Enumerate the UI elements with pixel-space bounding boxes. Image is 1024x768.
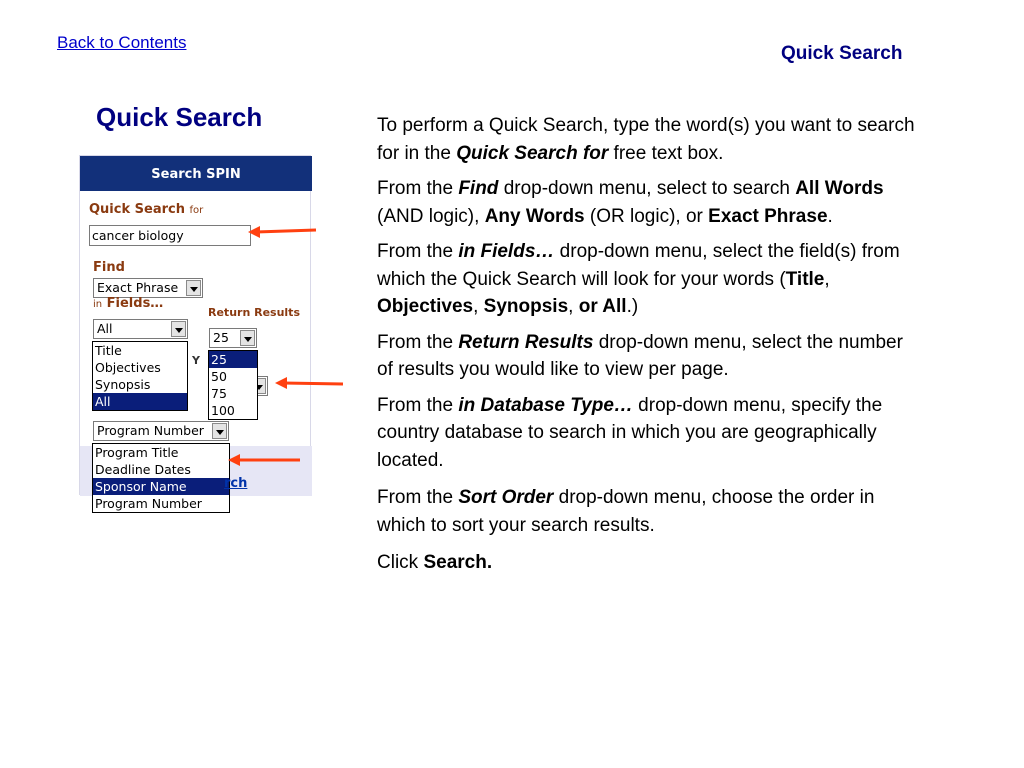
sort-order-dropdown[interactable] [93, 421, 229, 441]
instruction-quick-search [377, 112, 922, 167]
instruction-return-results [377, 329, 922, 384]
database-type-label-partial: Y [192, 354, 200, 367]
in-fields-options-list [92, 341, 188, 411]
instruction-text: , [824, 268, 830, 290]
instruction-bold: Objectives [377, 296, 474, 317]
instruction-text: From the [377, 241, 459, 262]
sort-order-option[interactable]: Program Title [95, 445, 179, 460]
instruction-database-type [377, 392, 922, 475]
instruction-in-fields [377, 238, 922, 321]
instruction-text: From the [377, 178, 459, 199]
page-title: Quick Search [96, 102, 263, 132]
instruction-text: drop-down menu, select to search [498, 178, 796, 199]
instruction-sort-order [377, 484, 922, 539]
sort-order-option[interactable]: Program Number [95, 496, 202, 511]
quick-search-for-text: for [189, 205, 204, 216]
in-fields-label-text: Fields… [106, 296, 164, 311]
find-dropdown-value: Exact Phrase [97, 280, 179, 295]
instruction-text: , [473, 296, 484, 317]
instruction-text: drop-down menu, specify the country database to search in which you are geographically located. [377, 394, 883, 471]
instruction-bold: Search. [423, 552, 493, 573]
in-fields-option[interactable]: Title [95, 343, 122, 358]
instruction-emphasis: in Fields… [458, 241, 555, 262]
instruction-text: From the [377, 487, 459, 508]
instruction-emphasis: in Database Type… [458, 394, 633, 416]
chevron-down-icon [171, 321, 186, 337]
instruction-text: (AND logic), [377, 205, 485, 227]
return-results-dropdown-value: 25 [213, 330, 229, 345]
instruction-emphasis: Sort Order [458, 487, 554, 508]
instruction-bold: All Words [795, 178, 884, 199]
return-results-option[interactable]: 75 [211, 386, 227, 401]
instruction-text: drop-down menu, select the field(s) from which the Quick Search will look for your words ( [377, 241, 900, 290]
chevron-down-icon [212, 423, 227, 439]
in-fields-option[interactable]: Synopsis [95, 377, 151, 392]
return-results-dropdown[interactable] [209, 328, 257, 348]
find-label: Find [93, 260, 125, 275]
quick-search-label [89, 202, 203, 217]
sort-order-options-list [92, 443, 230, 513]
instruction-text: From the [377, 331, 459, 353]
instruction-text: , [568, 296, 579, 317]
quick-search-label-text: Quick Search [89, 202, 185, 217]
instruction-text: . [827, 205, 833, 227]
instruction-bold: Title [785, 268, 825, 290]
search-form-screenshot [79, 155, 311, 511]
instruction-bold: Synopsis [483, 296, 569, 317]
sort-order-option-selected[interactable]: Sponsor Name [93, 478, 229, 495]
chevron-down-icon [240, 330, 255, 346]
return-results-option[interactable]: 100 [211, 403, 235, 418]
instruction-bold: Any Words [484, 205, 585, 227]
pointer-arrow-icon [228, 452, 302, 472]
instruction-emphasis: Find [458, 178, 499, 199]
instruction-click-search [377, 549, 922, 577]
instruction-text: To perform a Quick Search, type the word(s) you want to search for in the [377, 115, 915, 164]
sort-order-option[interactable]: Deadline Dates [95, 462, 191, 477]
instruction-text: Click [377, 552, 424, 573]
instruction-find [377, 175, 922, 230]
find-dropdown[interactable] [93, 278, 203, 298]
in-fields-dropdown[interactable] [93, 319, 188, 339]
header-title: Quick Search [781, 43, 903, 64]
instruction-bold: or All [578, 296, 627, 317]
instructions [377, 112, 922, 585]
instruction-text: (OR logic), or [584, 205, 709, 227]
instruction-bold: Exact Phrase [708, 205, 828, 227]
sort-order-dropdown-value: Program Number [97, 423, 204, 438]
quick-search-input[interactable]: cancer biology [89, 225, 251, 246]
return-results-option[interactable]: 50 [211, 369, 227, 384]
pointer-arrow-icon [275, 374, 345, 394]
instruction-text: drop-down menu, choose the order in which to sort your search results. [377, 487, 875, 536]
instruction-text: .) [626, 296, 639, 317]
search-link-partial[interactable]: rch [224, 476, 248, 491]
return-results-options-list [208, 350, 258, 420]
instruction-text: From the [377, 394, 459, 416]
instruction-text: free text box. [608, 142, 724, 164]
in-fields-prefix: in [93, 299, 103, 310]
in-fields-option[interactable]: Objectives [95, 360, 161, 375]
instruction-emphasis: Quick Search for [456, 142, 609, 164]
back-to-contents-link[interactable]: Back to Contents [57, 33, 187, 52]
return-results-label: Return Results [208, 306, 300, 319]
instruction-text: drop-down menu, select the number of results you would like to view per page. [377, 331, 903, 380]
chevron-down-icon [186, 280, 201, 296]
return-results-option-selected[interactable]: 25 [209, 351, 257, 368]
in-fields-option-selected[interactable]: All [93, 393, 187, 410]
in-fields-dropdown-value: All [97, 321, 113, 336]
instruction-emphasis: Return Results [458, 331, 594, 353]
pointer-arrow-icon [248, 222, 318, 242]
in-fields-label [93, 296, 163, 311]
search-spin-header: Search SPIN [80, 156, 312, 191]
